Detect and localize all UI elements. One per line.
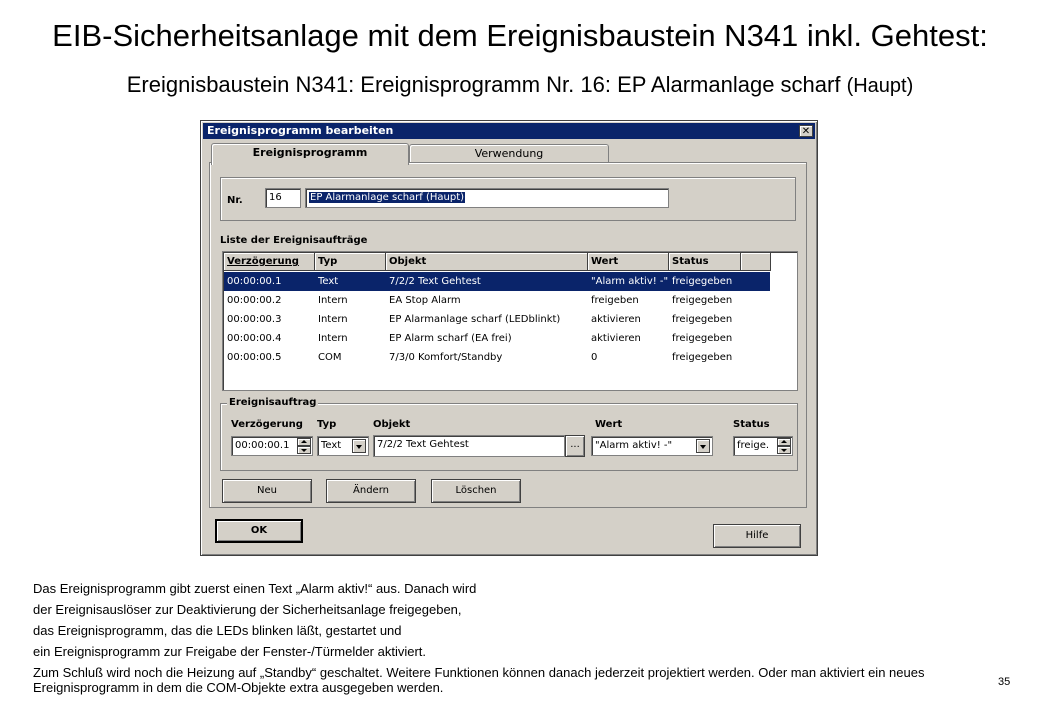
close-icon[interactable]: ✕ bbox=[799, 125, 813, 137]
label-type: Typ bbox=[317, 419, 337, 430]
object-field[interactable]: 7/2/2 Text Gehtest bbox=[373, 435, 565, 457]
label-value: Wert bbox=[595, 419, 623, 430]
column-header-object[interactable]: Objekt bbox=[386, 253, 588, 271]
cell-object: EA Stop Alarm bbox=[389, 295, 461, 306]
program-header-group bbox=[220, 177, 796, 221]
description-line: ein Ereignisprogramm zur Freigabe der Fenster-/Türmelder aktiviert. bbox=[33, 644, 427, 659]
description-line: Zum Schluß wird noch die Heizung auf „Standby“ geschaltet. Weitere Funktionen können danach jederzeit projektiert werden. Oder man aktiviert ein neues Ereignisprogramm in dem die COM-Objekte extra ausgegeben werden. bbox=[33, 665, 925, 695]
table-row[interactable] bbox=[224, 272, 770, 291]
cell-value: aktivieren bbox=[591, 314, 641, 325]
delay-spinner-value: 00:00:00.1 bbox=[235, 440, 290, 451]
table-row[interactable] bbox=[224, 310, 770, 329]
editor-group-title: Ereignisauftrag bbox=[229, 397, 317, 408]
label-status: Status bbox=[733, 419, 770, 430]
cell-value: aktivieren bbox=[591, 333, 641, 344]
tab-panel bbox=[209, 162, 807, 508]
column-header-value[interactable]: Wert bbox=[588, 253, 669, 271]
cell-object: EP Alarm scharf (EA frei) bbox=[389, 333, 512, 344]
subtitle-small: (Haupt) bbox=[846, 75, 914, 97]
nr-label: Nr. bbox=[227, 195, 243, 206]
slide-title: EIB-Sicherheitsanlage mit dem Ereignisbaustein N341 inkl. Gehtest: bbox=[52, 18, 988, 53]
value-select-value: "Alarm aktiv! -" bbox=[595, 440, 673, 451]
value-select[interactable] bbox=[591, 436, 713, 456]
spinner-arrows-icon[interactable] bbox=[297, 438, 311, 454]
cell-type: COM bbox=[318, 352, 342, 363]
program-name-field[interactable] bbox=[305, 188, 669, 208]
status-spinner[interactable] bbox=[733, 436, 793, 456]
table-row[interactable] bbox=[224, 348, 770, 367]
cell-type: Intern bbox=[318, 333, 348, 344]
cell-object: EP Alarmanlage scharf (LEDblinkt) bbox=[389, 314, 561, 325]
help-button[interactable]: Hilfe bbox=[713, 524, 801, 548]
tab-ereignisprogramm[interactable]: Ereignisprogramm bbox=[211, 143, 409, 165]
column-header-type[interactable]: Typ bbox=[315, 253, 386, 271]
column-header-status[interactable]: Status bbox=[669, 253, 741, 271]
page-number: 35 bbox=[998, 676, 1011, 688]
cell-delay: 00:00:00.4 bbox=[227, 333, 282, 344]
column-header-delay[interactable]: Verzögerung bbox=[224, 253, 315, 271]
delete-button[interactable]: Löschen bbox=[431, 479, 521, 503]
event-task-list[interactable] bbox=[222, 251, 798, 391]
column-header-filler bbox=[741, 253, 771, 271]
event-task-editor-group bbox=[220, 397, 798, 471]
ok-button[interactable]: OK bbox=[215, 519, 303, 543]
label-object: Objekt bbox=[373, 419, 411, 430]
new-button[interactable]: Neu bbox=[222, 479, 312, 503]
subtitle-main: Ereignisbaustein N341: Ereignisprogramm Nr. 16: EP Alarmanlage scharf bbox=[126, 72, 847, 97]
description-text bbox=[33, 578, 993, 695]
status-spinner-value: freige. bbox=[737, 440, 770, 451]
chevron-down-icon[interactable] bbox=[352, 439, 366, 453]
cell-object: 7/2/2 Text Gehtest bbox=[389, 276, 481, 287]
dialog-title: Ereignisprogramm bearbeiten bbox=[207, 124, 394, 137]
spinner-arrows-icon[interactable] bbox=[777, 438, 791, 454]
cell-object: 7/3/0 Komfort/Standby bbox=[389, 352, 503, 363]
description-line: Das Ereignisprogramm gibt zuerst einen Text „Alarm aktiv!“ aus. Danach wird bbox=[33, 581, 477, 596]
change-button[interactable]: Ändern bbox=[326, 479, 416, 503]
cell-status: freigegeben bbox=[672, 295, 733, 306]
chevron-down-icon[interactable] bbox=[696, 439, 710, 453]
type-select[interactable] bbox=[317, 436, 369, 456]
slide-subtitle bbox=[0, 72, 1040, 98]
description-line: der Ereignisauslöser zur Deaktivierung der Sicherheitsanlage freigegeben, bbox=[33, 602, 462, 617]
tab-verwendung[interactable]: Verwendung bbox=[409, 144, 609, 164]
table-row[interactable] bbox=[224, 329, 770, 348]
cell-value: "Alarm aktiv! -" bbox=[591, 276, 669, 287]
nr-field[interactable]: 16 bbox=[265, 188, 301, 208]
cell-delay: 00:00:00.1 bbox=[227, 276, 282, 287]
list-title: Liste der Ereignisaufträge bbox=[220, 235, 368, 246]
cell-value: 0 bbox=[591, 352, 598, 363]
cell-status: freigegeben bbox=[672, 314, 733, 325]
event-program-dialog bbox=[200, 120, 818, 556]
cell-type: Intern bbox=[318, 314, 348, 325]
cell-delay: 00:00:00.3 bbox=[227, 314, 282, 325]
program-name-text: EP Alarmanlage scharf (Haupt) bbox=[310, 192, 465, 203]
label-delay: Verzögerung bbox=[231, 419, 303, 430]
description-line: das Ereignisprogramm, das die LEDs blinken läßt, gestartet und bbox=[33, 623, 402, 638]
cell-value: freigeben bbox=[591, 295, 639, 306]
type-select-value: Text bbox=[321, 440, 342, 451]
dialog-titlebar bbox=[203, 123, 815, 139]
cell-delay: 00:00:00.2 bbox=[227, 295, 282, 306]
cell-type: Intern bbox=[318, 295, 348, 306]
cell-status: freigegeben bbox=[672, 276, 733, 287]
cell-status: freigegeben bbox=[672, 333, 733, 344]
table-row[interactable] bbox=[224, 291, 770, 310]
cell-type: Text bbox=[318, 276, 339, 287]
cell-status: freigegeben bbox=[672, 352, 733, 363]
delay-spinner[interactable] bbox=[231, 436, 313, 456]
cell-delay: 00:00:00.5 bbox=[227, 352, 282, 363]
browse-object-button[interactable]: ... bbox=[565, 435, 585, 457]
